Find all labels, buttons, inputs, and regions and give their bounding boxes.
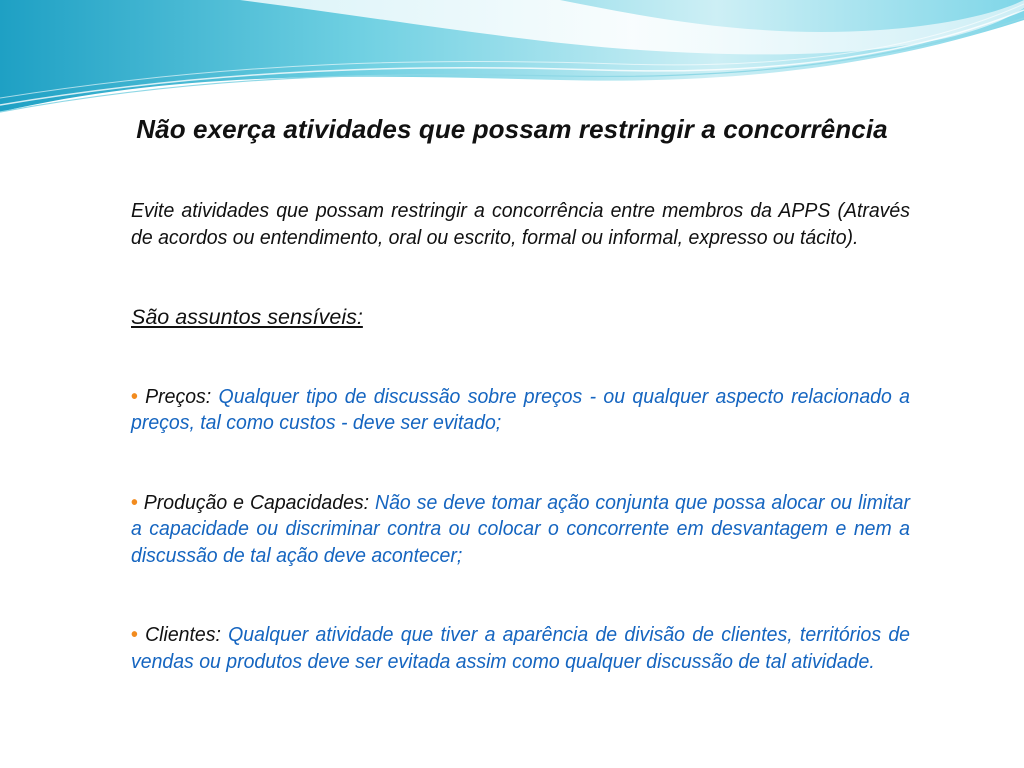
bullet-text: Qualquer atividade que tiver a aparência de divisão de clientes, territórios de vendas ou produtos deve ser evitada assim como qualquer discussão de tal atividade. <box>131 623 910 673</box>
bullet-text: Qualquer tipo de discussão sobre preços - ou qualquer aspecto relacionado a preços, tal como custos - deve ser evitado; <box>131 384 910 434</box>
intro-paragraph: Evite atividades que possam restringir a concorrência entre membros da APPS (Através de acordos ou entendimento, oral ou escrito, formal ou informal, expresso ou tácito). <box>131 199 910 249</box>
bullet-label: Preços: <box>145 384 212 408</box>
bullet-icon: • <box>131 623 138 646</box>
bullet-item-precos <box>131 384 910 437</box>
bullet-icon: • <box>131 490 138 514</box>
bullet-icon: • <box>131 384 138 408</box>
slide-body <box>131 198 910 675</box>
page-title: Não exerça atividades que possam restringir a concorrência <box>136 114 888 144</box>
bullet-item-clientes <box>131 622 910 675</box>
bullet-item-producao <box>131 490 910 570</box>
bullet-text: Não se deve tomar ação conjunta que possa alocar ou limitar a capacidade ou discriminar contra ou colocar o concorrente em desvantagem e nem a discussão de tal ação deve acontecer; <box>131 490 911 567</box>
bullet-label: Produção e Capacidades: <box>143 490 370 514</box>
header-wave-decoration <box>0 0 1024 120</box>
section-subheading: São assuntos sensíveis: <box>131 305 363 329</box>
bullet-label: Clientes: <box>145 623 221 646</box>
